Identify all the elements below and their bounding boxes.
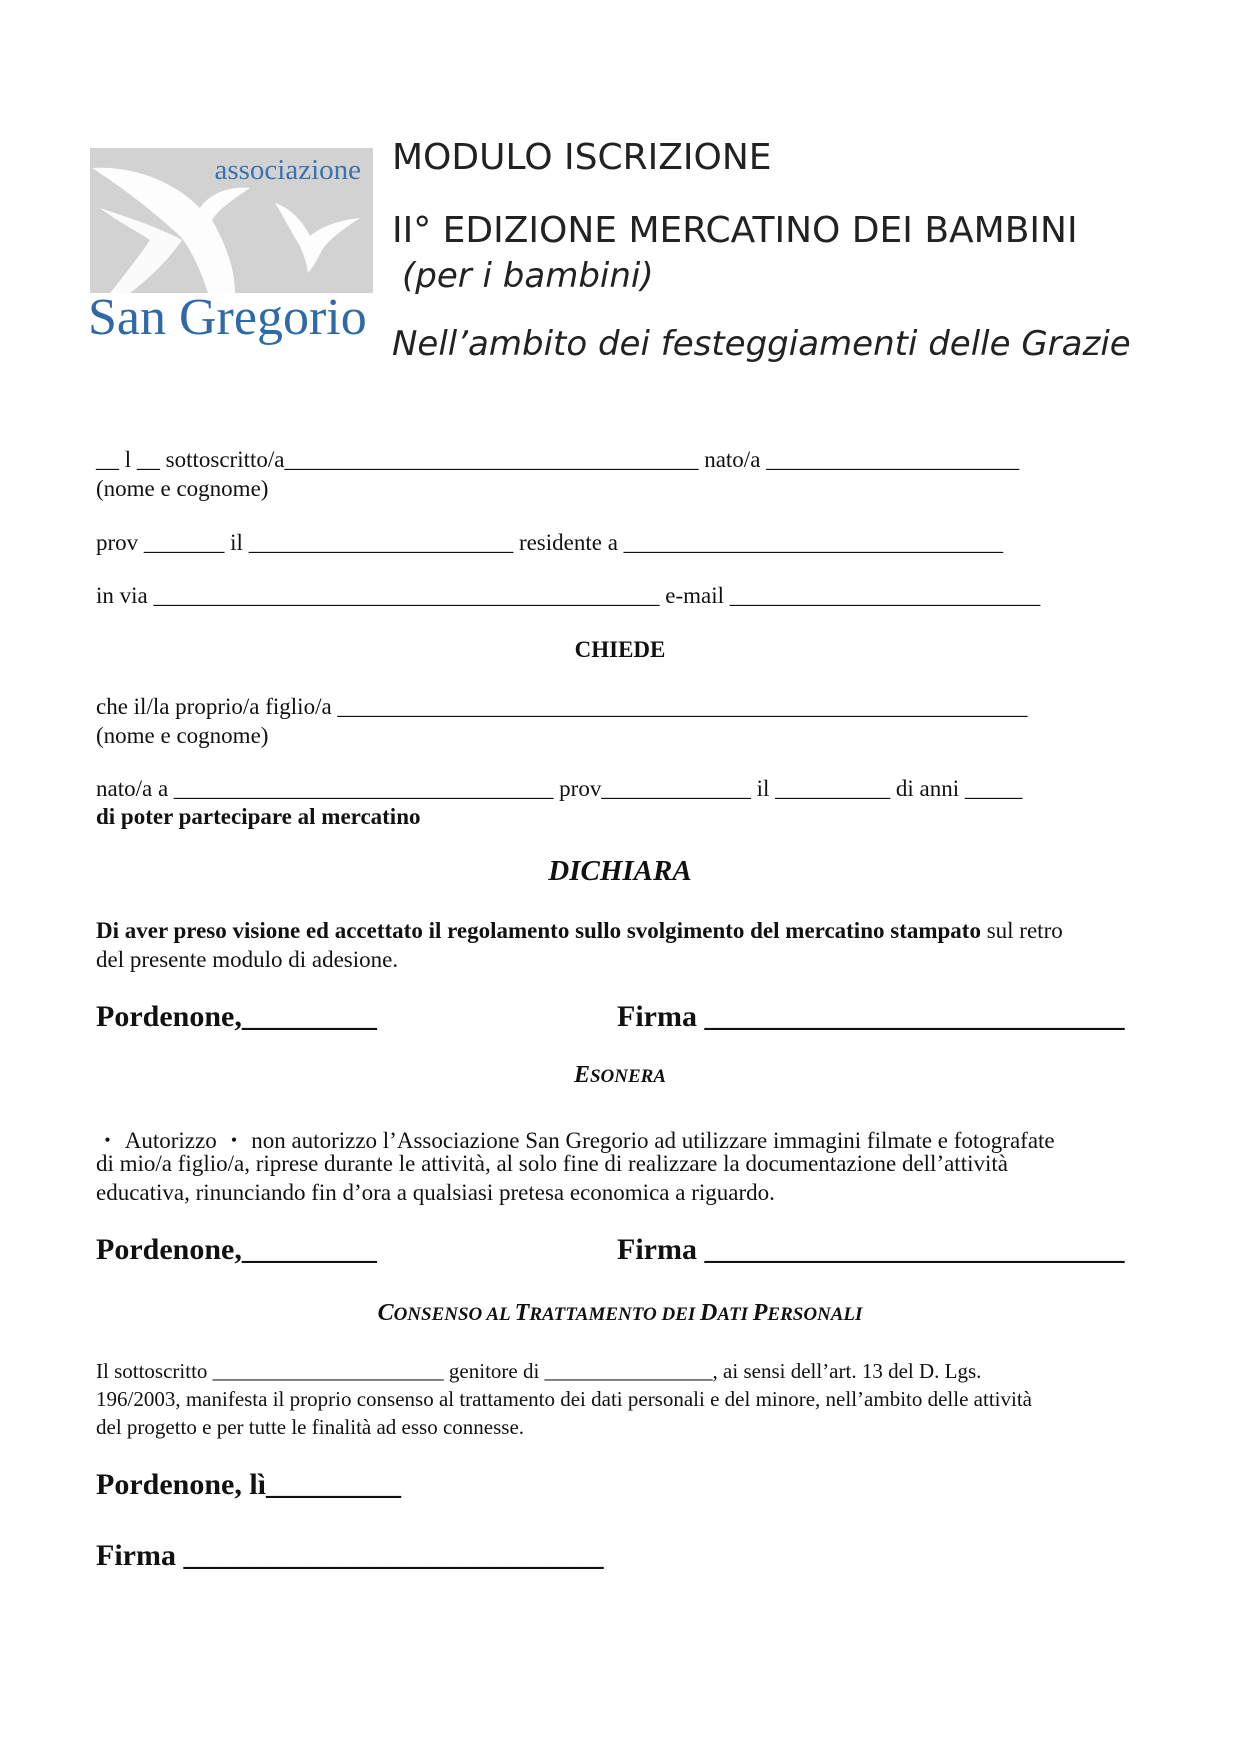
chiede-heading: CHIEDE	[574, 637, 666, 662]
parent-address-email-field[interactable]: in via ____________________________________________ e-mail ___________________________	[96, 583, 1041, 608]
logo-association-word: associazione	[214, 154, 361, 186]
dichiara-text-line1	[96, 918, 1063, 944]
consenso-heading-part: ATI	[717, 1304, 753, 1325]
audience-subtitle: (per i bambini)	[402, 256, 654, 296]
consenso-heading	[0, 1300, 1240, 1327]
child-name-field[interactable]: che il/la proprio/a figlio/a ____________________________________________________________	[96, 694, 1028, 719]
association-logo	[90, 148, 373, 348]
esonera-text-line1[interactable]: ・ Autorizzo ・ non autorizzo l’Associazione San Gregorio ad utilizzare immagini filmate e fotografate	[96, 1128, 1055, 1153]
esonera-heading-rest: SONERA	[589, 1066, 667, 1087]
edition-title: II° EDIZIONE MERCATINO DEI BAMBINI	[392, 210, 1078, 251]
consenso-heading-part: ERSONALI	[767, 1304, 863, 1325]
logo-name: San Gregorio	[88, 289, 367, 346]
consenso-heading-part: C	[377, 1300, 394, 1326]
consenso-text-line2: 196/2003, manifesta il proprio consenso al trattamento dei dati personali e del minore, nell’ambito delle attività	[96, 1387, 1032, 1411]
consenso-heading-part: D	[700, 1300, 718, 1326]
consenso-heading-part: P	[752, 1300, 768, 1326]
event-context-subtitle: Nell’ambito dei festeggiamenti delle Grazie	[392, 324, 1131, 364]
consenso-text-line3: del progetto e per tutte le finalità ad esso connesse.	[96, 1415, 525, 1439]
logo-background	[90, 148, 373, 293]
dichiara-text-bold: Di aver preso visione ed accettato il regolamento sullo svolgimento del mercatino stampato	[96, 918, 981, 943]
form-title: MODULO ISCRIZIONE	[392, 137, 772, 178]
dichiara-text-normal: sul retro	[980, 918, 1063, 943]
esonera-text-line2: di mio/a figlio/a, riprese durante le attività, al solo fine di realizzare la documentazione dell’attività	[96, 1151, 1008, 1176]
consenso-heading-part: ONSENSO AL	[393, 1304, 515, 1325]
parent-name-field[interactable]: __ l __ sottoscritto/a____________________________________ nato/a ______________________	[96, 447, 1020, 472]
participation-request: di poter partecipare al mercatino	[96, 804, 421, 829]
parent-name-hint: (nome e cognome)	[96, 476, 269, 501]
consenso-heading-part: RATTAMENTO DEI	[529, 1304, 701, 1325]
child-name-hint: (nome e cognome)	[96, 723, 269, 748]
dichiara-place-date-field[interactable]: Pordenone,_________	[96, 1000, 377, 1033]
dichiara-heading: DICHIARA	[548, 855, 692, 887]
consenso-place-date-field[interactable]: Pordenone, lì_________	[96, 1468, 401, 1501]
dichiara-text-line2: del presente modulo di adesione.	[96, 947, 399, 972]
consenso-text-line1[interactable]: Il sottoscritto ______________________ genitore di ________________, ai sensi dell’art. 13 del D. Lgs.	[96, 1359, 982, 1383]
consenso-signature-field[interactable]: Firma ____________________________	[96, 1539, 604, 1572]
esonera-heading	[0, 1062, 1240, 1089]
esonera-text-line3: educativa, rinunciando fin d’ora a qualsiasi pretesa economica a riguardo.	[96, 1180, 775, 1205]
esonera-place-date-field[interactable]: Pordenone,_________	[96, 1233, 377, 1266]
child-birth-age-field[interactable]: nato/a a _________________________________ prov_____________ il __________ di anni _____	[96, 776, 1023, 801]
consenso-heading-part: T	[514, 1300, 530, 1326]
parent-birth-residence-field[interactable]: prov _______ il _______________________ residente a _________________________________	[96, 530, 1004, 555]
esonera-heading-initial: E	[573, 1062, 590, 1088]
esonera-signature-field[interactable]: Firma ____________________________	[617, 1233, 1125, 1266]
dichiara-signature-field[interactable]: Firma ____________________________	[617, 1000, 1125, 1033]
